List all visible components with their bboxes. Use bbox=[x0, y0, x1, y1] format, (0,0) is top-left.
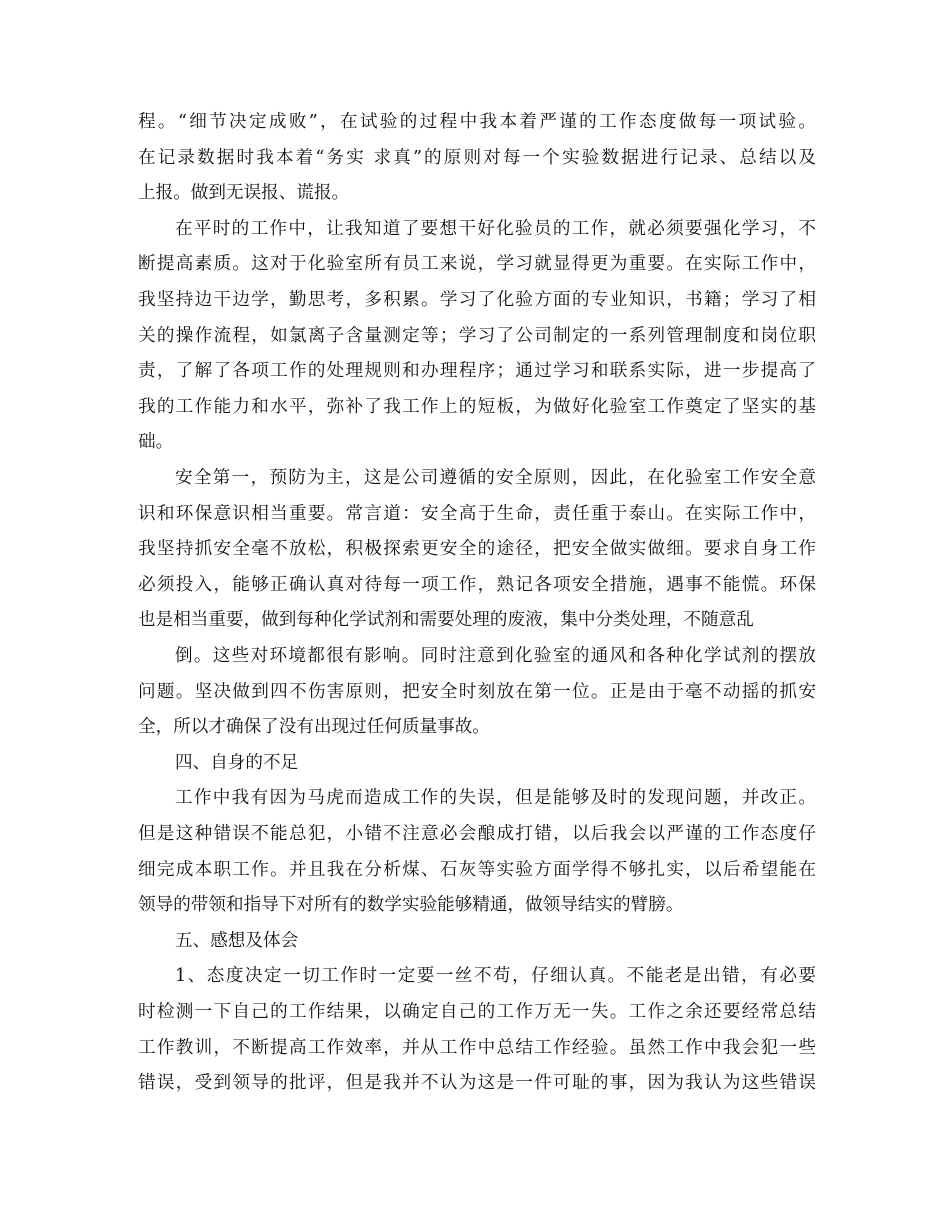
text-line: 在记录数据时我本着“务实 求真”的原则对每一个实验数据进行记录、总结以及 bbox=[138, 147, 816, 168]
text-line: 细完成本职工作。并且我在分析煤、石灰等实验方面学得不够扎实，以后希望能在 bbox=[138, 859, 816, 880]
text-line: 识和环保意识相当重要。常言道：安全高于生命，责任重于泰山。在实际工作中， bbox=[138, 503, 816, 524]
text-line: 错误，受到领导的批评，但是我并不认为这是一件可耻的事，因为我认为这些错误 bbox=[138, 1073, 816, 1094]
text-line: 程。“细节决定成败”，在试验的过程中我本着严谨的工作态度做每一项试验。 bbox=[138, 112, 816, 132]
text-line: 断提高素质。这对于化验室所有员工来说，学习就显得更为重要。在实际工作中， bbox=[138, 254, 816, 275]
text-line: 也是相当重要，做到每种化学试剂和需要处理的废液，集中分类处理，不随意乱 bbox=[138, 610, 754, 631]
section-heading: 五、感想及体会 bbox=[175, 930, 299, 951]
text-line: 1、态度决定一切工作时一定要一丝不苟，仔细认真。不能老是出错，有必要 bbox=[175, 966, 816, 987]
text-line: 必须投入，能够正确认真对待每一项工作，熟记各项安全措施，遇事不能慌。环保 bbox=[138, 574, 816, 595]
text-line: 我坚持边干边学，勤思考，多积累。学习了化验方面的专业知识，书籍；学习了相 bbox=[138, 290, 816, 310]
text-line: 我的工作能力和水平，弥补了我工作上的短板，为做好化验室工作奠定了坚实的基 bbox=[138, 396, 816, 417]
text-line: 领导的带领和指导下对所有的数学实验能够精通，做领导结实的臂膀。 bbox=[138, 895, 684, 916]
text-line: 在平时的工作中，让我知道了要想干好化验员的工作，就必须要强化学习，不 bbox=[175, 218, 816, 239]
section-heading: 四、自身的不足 bbox=[175, 752, 299, 773]
text-line: 工作中我有因为马虎而造成工作的失误，但是能够及时的发现问题，并改正。 bbox=[175, 788, 816, 809]
text-line: 但是这种错误不能总犯，小错不注意必会酿成打错，以后我会以严谨的工作态度仔 bbox=[138, 824, 816, 844]
text-line: 础。 bbox=[138, 432, 174, 453]
text-line: 全，所以才确保了没有出现过任何质量事故。 bbox=[138, 717, 490, 738]
text-line: 我坚持抓安全毫不放松，积极探索更安全的途径，把安全做实做细。要求自身工作 bbox=[138, 539, 816, 560]
text-line: 上报。做到无误报、谎报。 bbox=[138, 183, 350, 204]
text-line: 责，了解了各项工作的处理规则和办理程序；通过学习和联系实际，进一步提高了 bbox=[138, 361, 816, 382]
text-line: 关的操作流程，如氯离子含量测定等；学习了公司制定的一系列管理制度和岗位职 bbox=[138, 325, 816, 346]
text-line: 时检测一下自己的工作结果，以确定自己的工作万无一失。工作之余还要经常总结 bbox=[138, 1002, 816, 1022]
text-line: 问题。坚决做到四不伤害原则，把安全时刻放在第一位。正是由于毫不动摇的抓安 bbox=[138, 681, 816, 702]
text-line: 安全第一，预防为主，这是公司遵循的安全原则，因此，在化验室工作安全意 bbox=[175, 468, 816, 488]
text-line: 工作教训，不断提高工作效率，并从工作中总结工作经验。虽然工作中我会犯一些 bbox=[138, 1037, 816, 1058]
text-line: 倒。这些对环境都很有影响。同时注意到化验室的通风和各种化学试剂的摆放 bbox=[175, 646, 816, 666]
